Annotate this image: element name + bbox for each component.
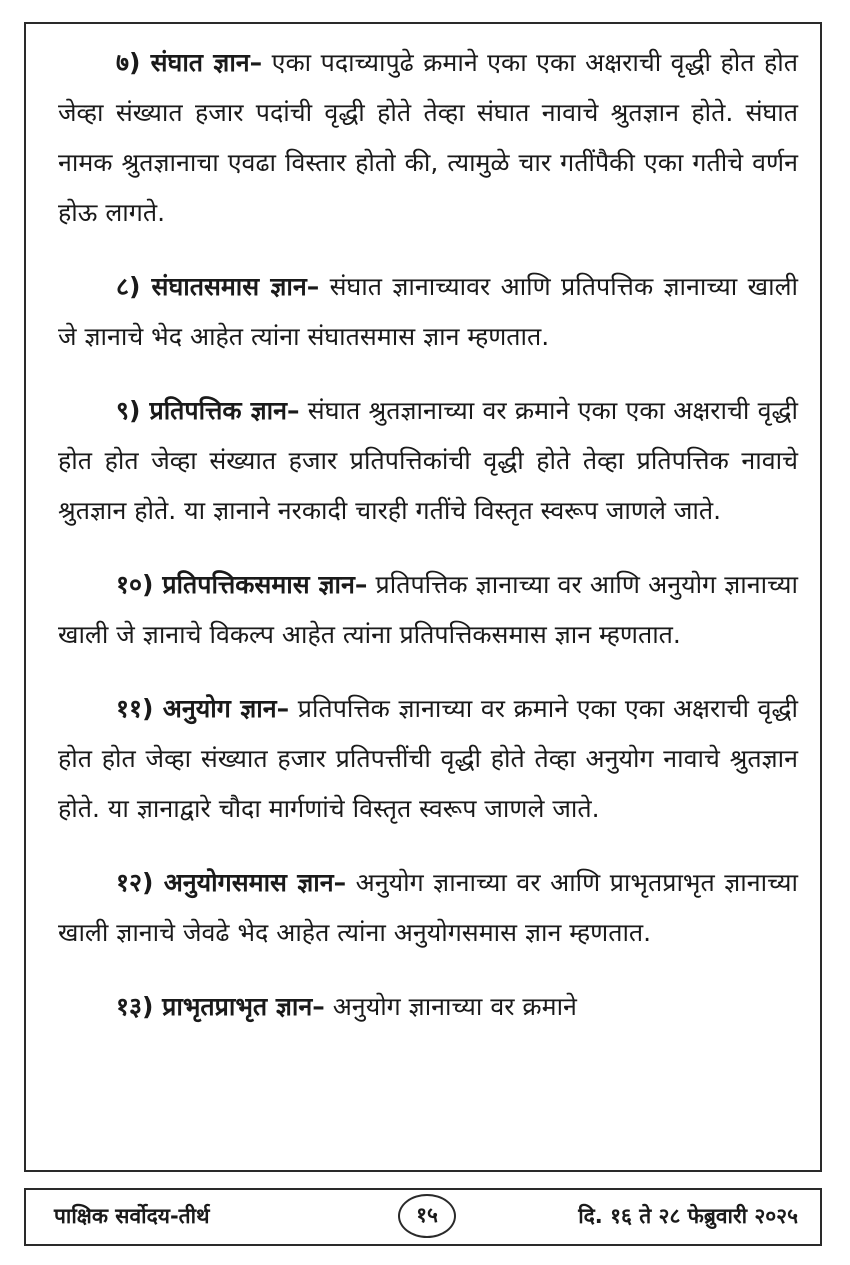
page-number: १५ [398, 1194, 456, 1238]
paragraph-text: अनुयोग ज्ञानाच्या वर क्रमाने [324, 992, 577, 1021]
publication-name: पाक्षिक सर्वोदय-तीर्थ [54, 1204, 210, 1228]
paragraph-text: अनुयोग ज्ञानाच्या वर आणि प्राभृतप्राभृत ज्ञानाच्या खाली ज्ञानाचे जेवढे भेद आहेत त्यांना अनुयोगसमास ज्ञान म्हणतात. [58, 868, 798, 947]
paragraph-heading: ११) अनुयोग ज्ञान– [116, 694, 290, 723]
paragraph-heading: १२) अनुयोगसमास ज्ञान– [116, 868, 347, 897]
paragraph-heading: ७) संघात ज्ञान– [116, 48, 263, 77]
paragraph-pratipattik [58, 386, 798, 536]
document-body [58, 38, 798, 1056]
paragraph-sanghatsamas [58, 262, 798, 362]
paragraph-anuyog [58, 684, 798, 834]
paragraph-text: एका पदाच्यापुढे क्रमाने एका एका अक्षराची वृद्धी होत होत जेव्हा संख्यात हजार पदांची वृद्धी होते तेव्हा संघात नावाचे श्रुतज्ञान होते. संघात नामक श्रुतज्ञानाचा एवढा विस्तार होतो की, त्यामुळे चार गतींपैकी एका गतीचे वर्णन होऊ लागते. [58, 48, 798, 227]
paragraph-heading: १०) प्रतिपत्तिकसमास ज्ञान– [116, 570, 368, 599]
paragraph-heading: ८) संघातसमास ज्ञान– [116, 272, 320, 301]
paragraph-text: संघात श्रुतज्ञानाच्या वर क्रमाने एका एका अक्षराची वृद्धी होत होत जेव्हा संख्यात हजार प्रतिपत्तिकांची वृद्धी होते तेव्हा प्रतिपत्तिक नावाचे श्रुतज्ञान होते. या ज्ञानाने नरकादी चारही गतींचे विस्तृत स्वरूप जाणले जाते. [58, 396, 799, 525]
paragraph-text: संघात ज्ञानाच्यावर आणि प्रतिपत्तिक ज्ञानाच्या खाली जे ज्ञानाचे भेद आहेत त्यांना संघातसमास ज्ञान म्हणतात. [58, 272, 798, 351]
paragraph-heading: १३) प्राभृतप्राभृत ज्ञान– [116, 992, 325, 1021]
paragraph-prabhrutprabhrut [58, 982, 798, 1032]
paragraph-pratipattiksamas [58, 560, 798, 660]
paragraph-sanghat [58, 38, 798, 238]
page-footer [24, 1188, 822, 1246]
paragraph-text: प्रतिपत्तिक ज्ञानाच्या वर क्रमाने एका एका अक्षराची वृद्धी होत होत जेव्हा संख्यात हजार प्रतिपत्तींची वृद्धी होते तेव्हा अनुयोग नावाचे श्रुतज्ञान होते. या ज्ञानाद्वारे चौदा मार्गणांचे विस्तृत स्वरूप जाणले जाते. [58, 694, 799, 823]
paragraph-anuyogsamas [58, 858, 798, 958]
paragraph-text: प्रतिपत्तिक ज्ञानाच्या वर आणि अनुयोग ज्ञानाच्या खाली जे ज्ञानाचे विकल्प आहेत त्यांना प्रतिपत्तिकसमास ज्ञान म्हणतात. [58, 570, 798, 649]
issue-date: दि. १६ ते २८ फेब्रुवारी २०२५ [578, 1204, 798, 1228]
paragraph-heading: ९) प्रतिपत्तिक ज्ञान– [116, 396, 300, 425]
